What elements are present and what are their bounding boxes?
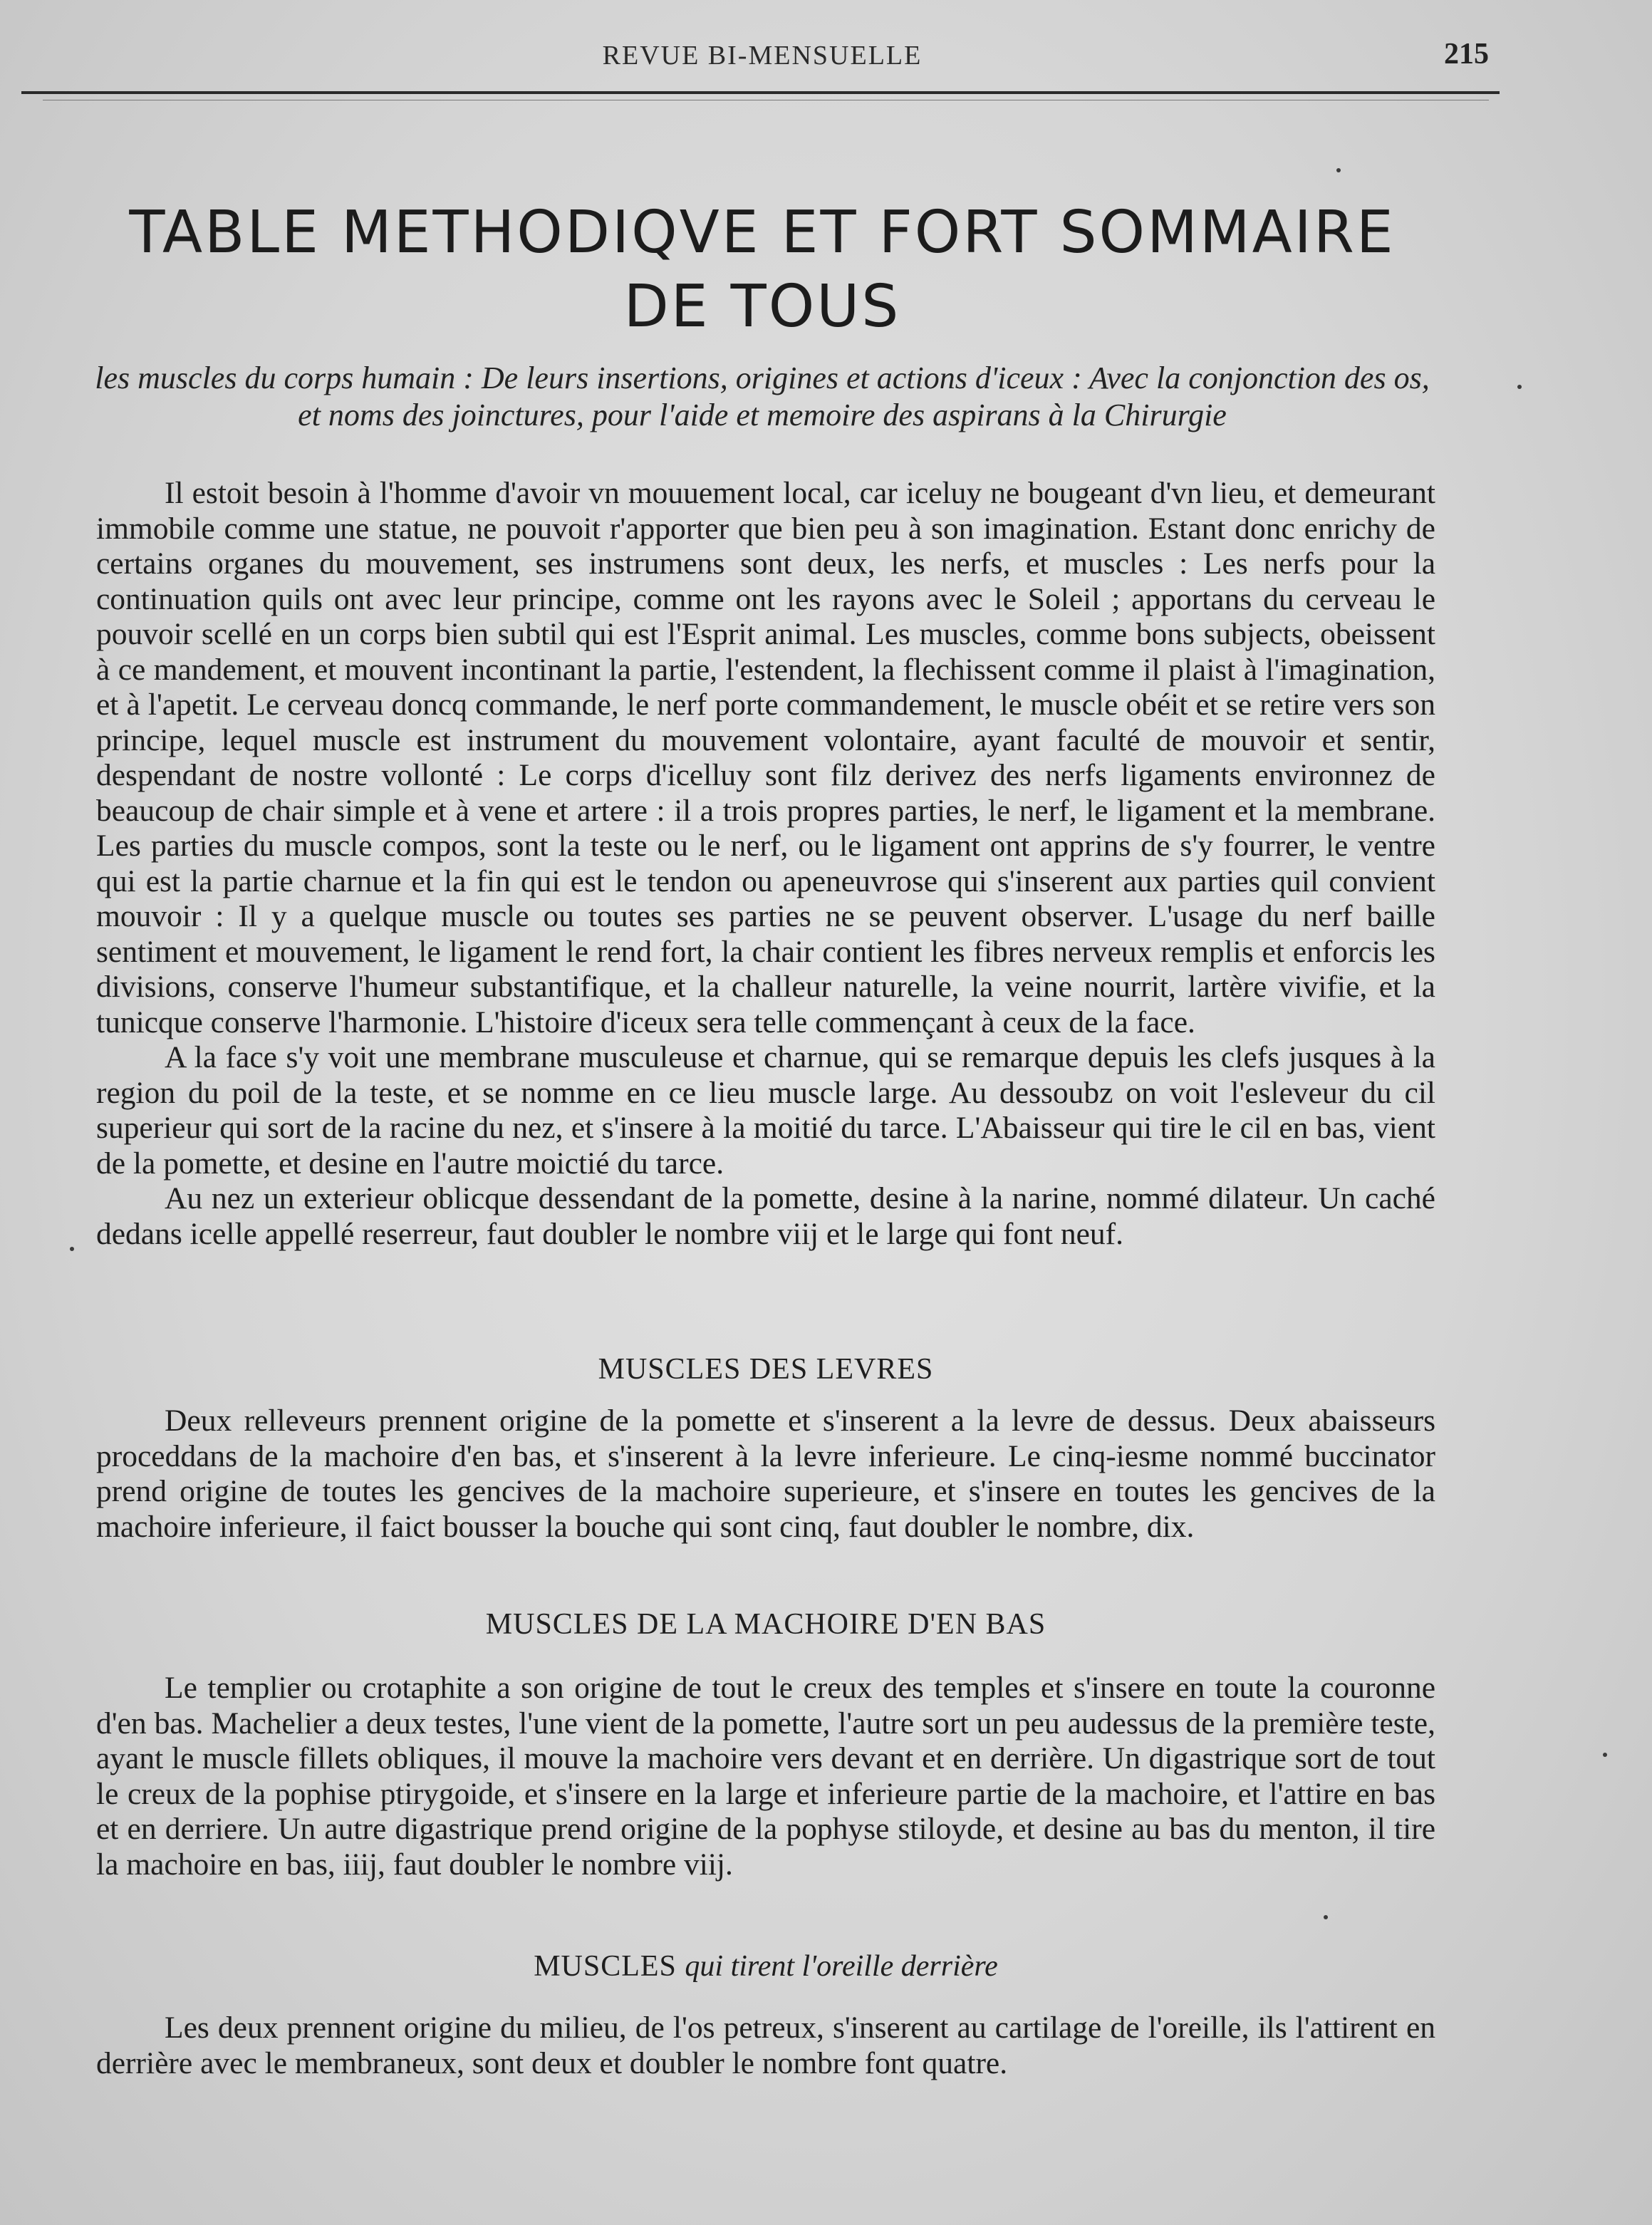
section-heading-levres: MUSCLES DES LEVRES (598, 1353, 934, 1386)
running-title: REVUE BI-MENSUELLE (602, 41, 923, 71)
heading-italic: qui tirent l'oreille derrière (685, 1950, 998, 1983)
header-rule (21, 91, 1500, 94)
paragraph: Les deux prennent origine du milieu, de l'os petreux, s'inserent au cartilage de l'oreille, ils l'attirent en derrière avec le membraneux, sont deux et doubler le nombre font quatre. (96, 2011, 1435, 2080)
print-speck (1324, 1915, 1328, 1919)
print-speck (70, 1247, 74, 1251)
section-heading-machoire: MUSCLES DE LA MACHOIRE D'EN BAS (485, 1608, 1046, 1641)
section-text-levres (96, 1404, 1435, 1545)
paragraph: Au nez un exterieur oblicque dessendant de la pomette, desine à la narine, nommé dilateur. Un caché dedans icelle appellé reserreur, faut doubler le nombre viij et le large qui font neuf. (96, 1181, 1435, 1251)
heading-caps: MUSCLES (534, 1950, 677, 1983)
subtitle: les muscles du corps humain : De leurs insertions, origines et actions d'iceux : Avec la conjonction des os, et noms des joinctures, pour l'aide et memoire des aspirans à la Chirurgie (95, 361, 1430, 432)
section-text-oreille (96, 2011, 1435, 2081)
intro-text-block (96, 476, 1435, 1252)
page-number: 215 (1444, 38, 1489, 71)
main-title-line-1: TABLE METHODIQVE ET FORT SOMMAIRE (129, 199, 1396, 266)
print-speck (1603, 1753, 1607, 1757)
print-speck (1336, 168, 1341, 172)
paragraph: Deux relleveurs prennent origine de la pomette et s'inserent a la levre de dessus. Deux abaisseurs proceddans de la machoire d'en bas, et s'inserent à la levre inferieure. Le cinq-iesme nommé buccinator prend origine de toutes les gencives de la machoire superieure, et s'insere en toutes les gencives de la machoire inferieure, il faict bousser la bouche qui sont cinq, faut doubler le nombre, dix. (96, 1404, 1435, 1544)
main-title-line-2: DE TOUS (623, 273, 901, 341)
paragraph: A la face s'y voit une membrane musculeuse et charnue, qui se remarque depuis les clefs jusques à la region du poil de la teste, et se nomme en ce lieu muscle large. Au dessoubz on voit l'esleveur du cil superieur qui sort de la racine du nez, et s'insere à la moitié du tarce. L'Abaisseur qui tire le cil en bas, vient de la pomette, et desine en l'autre moictié du tarce. (96, 1040, 1435, 1181)
running-head (0, 40, 1652, 76)
main-title (78, 196, 1446, 344)
section-heading-oreille (96, 1949, 1435, 1983)
section-text-machoire (96, 1671, 1435, 1882)
paragraph: Il estoit besoin à l'homme d'avoir vn mouuement local, car iceluy ne bougeant d'vn lieu, et demeurant immobile comme une statue, ne pouvoit r'apporter que bien peu à son imagination. Estant donc enrichy de certains organes du mouvement, ses instrumens sont deux, les nerfs, et muscles : Les nerfs pour la continuation quils ont avec leur principe, comme ont les rayons avec le Soleil ; apportans du cerveau le pouvoir scellé en un corps bien subtil qui est l'Esprit animal. Les muscles, comme bons subjects, obeissent à ce mandement, et mouvent incontinant la partie, l'estendent, la flechissent comme il plaist à l'imagination, et à l'apetit. Le cerveau doncq commande, le nerf porte commandement, le muscle obéit et se retire vers son principe, lequel muscle est instrument du mouvement volontaire, ayant faculté de mouvoir et sentir, despendant de nostre vollonté : Le corps d'icelluy sont filz derivez des nerfs ligaments environnez de beaucoup de chair simple et à vene et artere : il a trois propres parties, le nerf, le ligament et la membrane. Les parties du muscle compos, sont la teste ou le nerf, ou le ligament ont apprins de s'y fourrer, le ventre qui est la partie charnue et la fin qui est le tendon ou apeneuvrose qui s'inserent aux parties quil convient mouvoir : Il y a quelque muscle ou toutes ses parties ne se peuvent observer. L'usage du nerf baille sentiment et mouvement, le ligament le rend fort, la chair contient les fibres nerveux remplis et enforcis les divisions, conserve l'humeur substantifique, et la challeur naturelle, la veine nourrit, lartère vivifie, et la tunicque conserve l'harmonie. L'histoire d'iceux sera telle commençant à ceux de la face. (96, 476, 1435, 1039)
paragraph: Le templier ou crotaphite a son origine de tout le creux des temples et s'insere en toute la couronne d'en bas. Machelier a deux testes, l'une vient de la pomette, l'autre sort un peu audessus de la première teste, ayant le muscle fillets obliques, il mouve la machoire vers devant et en derrière. Un digastrique sort de tout le creux de la pophise ptirygoide, et s'insere en la large et inferieure partie de la machoire, et l'attire en bas et en derriere. Un autre digastrique prend origine de la pophyse stiloyde, et desine au bas du menton, il tire la machoire en bas, iiij, faut doubler le nombre viij. (96, 1671, 1435, 1882)
print-speck (1517, 385, 1522, 389)
